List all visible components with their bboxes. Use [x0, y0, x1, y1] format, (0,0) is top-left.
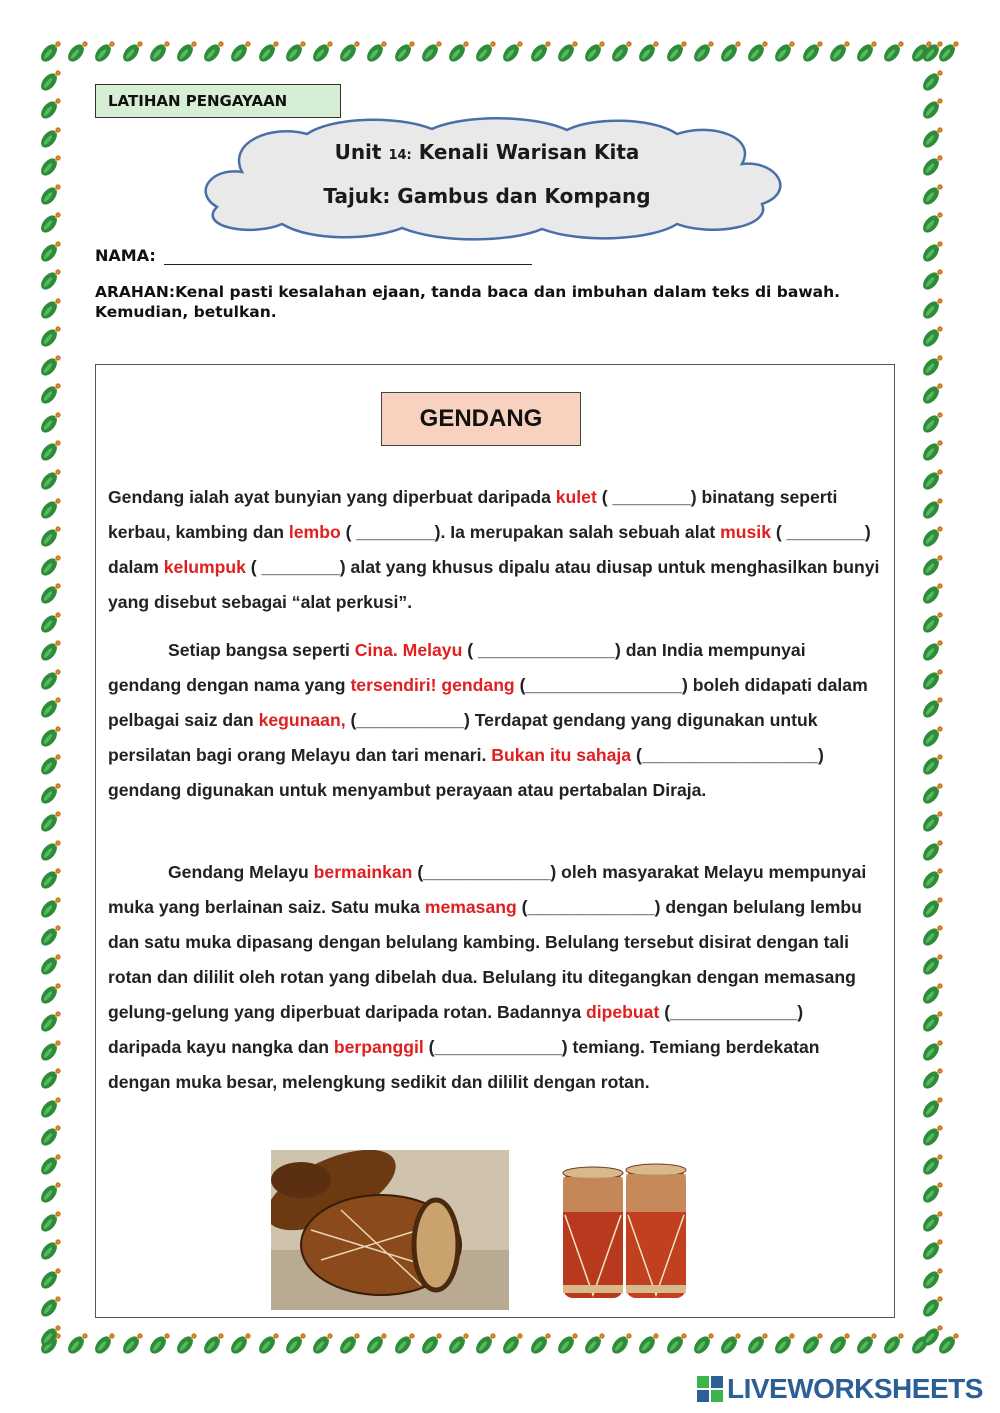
name-label: NAMA: [95, 246, 156, 265]
pod-ornament-icon [800, 1330, 826, 1356]
pod-ornament-icon [38, 580, 64, 606]
passage-text: ( ______________) dan India mempunyai gendang dengan nama yang [108, 640, 806, 695]
pod-ornament-icon [920, 323, 946, 349]
pod-ornament-icon [920, 352, 946, 378]
pod-ornament-icon [38, 352, 64, 378]
pod-ornament-icon [38, 751, 64, 777]
pod-ornament-icon [920, 409, 946, 435]
pod-ornament-icon [38, 1008, 64, 1034]
pod-ornament-icon [38, 780, 64, 806]
pod-ornament-icon [38, 1236, 64, 1262]
pod-ornament-icon [419, 38, 445, 64]
pod-ornament-icon [38, 552, 64, 578]
pod-ornament-icon [920, 1293, 946, 1319]
pod-ornament-icon [38, 1151, 64, 1177]
pod-ornament-icon [38, 437, 64, 463]
pod-ornament-icon [636, 38, 662, 64]
pod-ornament-icon [38, 1122, 64, 1148]
pod-ornament-icon [920, 523, 946, 549]
pod-ornament-icon [920, 124, 946, 150]
pod-ornament-icon [38, 1179, 64, 1205]
pod-ornament-icon [201, 38, 227, 64]
pod-ornament-icon [920, 751, 946, 777]
pod-ornament-icon [38, 951, 64, 977]
pod-ornament-icon [555, 1330, 581, 1356]
pod-ornament-icon [555, 38, 581, 64]
pod-ornament-icon [920, 780, 946, 806]
passage-text: (________________) boleh didapati dalam pelbagai saiz dan [108, 675, 868, 730]
error-word: Cina. Melayu [354, 640, 463, 660]
pod-ornament-icon [827, 38, 853, 64]
pod-ornament-icon [337, 38, 363, 64]
error-word: bermainkan [313, 862, 413, 882]
exercise-label: LATIHAN PENGAYAAN [95, 84, 341, 118]
pod-ornament-icon [364, 1330, 390, 1356]
pod-ornament-icon [920, 637, 946, 663]
pod-ornament-icon [38, 808, 64, 834]
passage-text: ( ________). Ia merupakan salah sebuah alat [340, 522, 721, 542]
pod-ornament-icon [120, 1330, 146, 1356]
pod-ornament-icon [772, 38, 798, 64]
pod-ornament-icon [38, 409, 64, 435]
pod-ornament-icon [38, 1208, 64, 1234]
pod-ornament-icon [854, 1330, 880, 1356]
gendang-photo [271, 1150, 509, 1310]
pod-ornament-icon [881, 38, 907, 64]
unit-prefix: Unit [334, 140, 382, 164]
pod-ornament-icon [745, 1330, 771, 1356]
pod-ornament-icon [528, 38, 554, 64]
pod-ornament-icon [582, 38, 608, 64]
pod-ornament-icon [38, 1265, 64, 1291]
pod-ornament-icon [920, 1065, 946, 1091]
pod-ornament-icon [920, 38, 946, 64]
pod-ornament-icon [664, 38, 690, 64]
pod-ornament-icon [920, 922, 946, 948]
paragraph-3 [108, 855, 880, 1100]
pod-ornament-icon [473, 1330, 499, 1356]
border-bottom [38, 1330, 962, 1370]
pod-ornament-icon [283, 1330, 309, 1356]
passage-text: Gendang Melayu [168, 862, 314, 882]
pod-ornament-icon [174, 1330, 200, 1356]
pod-ornament-icon [147, 1330, 173, 1356]
pod-ornament-icon [38, 67, 64, 93]
pod-ornament-icon [920, 181, 946, 207]
pod-ornament-icon [691, 1330, 717, 1356]
pod-ornament-icon [38, 38, 64, 64]
pod-ornament-icon [920, 380, 946, 406]
passage-panel [95, 364, 895, 1318]
unit-number: 14: [388, 148, 412, 163]
pod-ornament-icon [38, 181, 64, 207]
pod-ornament-icon [920, 808, 946, 834]
passage-text: ( ________) alat yang khusus dipalu atau diusap untuk menghasilkan bunyi yang disebut sebagai “alat perkusi”. [108, 557, 880, 612]
pod-ornament-icon [800, 38, 826, 64]
name-row [95, 246, 532, 265]
border-left [38, 38, 78, 1348]
pod-ornament-icon [38, 894, 64, 920]
pod-ornament-icon [827, 1330, 853, 1356]
pod-ornament-icon [772, 1330, 798, 1356]
pod-ornament-icon [38, 209, 64, 235]
pod-ornament-icon [920, 1151, 946, 1177]
pod-ornament-icon [38, 1065, 64, 1091]
pod-ornament-icon [691, 38, 717, 64]
pod-ornament-icon [256, 38, 282, 64]
pod-ornament-icon [920, 694, 946, 720]
pod-ornament-icon [920, 980, 946, 1006]
pod-ornament-icon [38, 694, 64, 720]
pod-ornament-icon [920, 865, 946, 891]
pod-ornament-icon [38, 380, 64, 406]
pod-ornament-icon [392, 38, 418, 64]
pod-ornament-icon [718, 38, 744, 64]
error-word: Bukan itu sahaja [491, 745, 632, 765]
pod-ornament-icon [920, 1236, 946, 1262]
error-word: kelumpuk [163, 557, 246, 577]
error-word: dipebuat [586, 1002, 660, 1022]
pod-ornament-icon [337, 1330, 363, 1356]
pod-ornament-icon [528, 1330, 554, 1356]
pod-ornament-icon [609, 1330, 635, 1356]
border-top [38, 38, 962, 78]
pod-ornament-icon [92, 1330, 118, 1356]
pod-ornament-icon [392, 1330, 418, 1356]
pod-ornament-icon [920, 67, 946, 93]
pod-ornament-icon [920, 466, 946, 492]
pod-ornament-icon [38, 295, 64, 321]
pod-ornament-icon [920, 1122, 946, 1148]
passage-text: Gendang ialah ayat bunyian yang diperbuat daripada [108, 487, 556, 507]
passage-text: (_____________) oleh masyarakat Melayu mempunyai muka yang berlainan saiz. Satu muka [108, 862, 867, 917]
pod-ornament-icon [446, 1330, 472, 1356]
error-word: kulet [555, 487, 597, 507]
pod-ornament-icon [473, 38, 499, 64]
unit-title: Kenali Warisan Kita [418, 140, 640, 164]
pod-ornament-icon [38, 980, 64, 1006]
pod-ornament-icon [38, 637, 64, 663]
pod-ornament-icon [920, 1208, 946, 1234]
pod-ornament-icon [718, 1330, 744, 1356]
error-word: lembo [288, 522, 341, 542]
pod-ornament-icon [664, 1330, 690, 1356]
error-word: musik [720, 522, 771, 542]
pod-ornament-icon [500, 1330, 526, 1356]
pod-ornament-icon [38, 466, 64, 492]
pod-ornament-icon [920, 495, 946, 521]
pod-ornament-icon [920, 1008, 946, 1034]
pod-ornament-icon [920, 437, 946, 463]
passage-text: (_____________) dengan belulang lembu dan satu muka dipasang dengan belulang kambing. Belulang tersebut disirat dengan tali rotan dan dililit oleh rotan yang dibelah dua. Belulang itu ditegangkan dengan memasang gelung-gelung yang diperbuat daripada rotan. Badannya [108, 897, 862, 1022]
pod-ornament-icon [920, 837, 946, 863]
passage-title: GENDANG [381, 392, 581, 446]
pod-ornament-icon [920, 723, 946, 749]
pod-ornament-icon [881, 1330, 907, 1356]
error-word: kegunaan, [258, 710, 346, 730]
pod-ornament-icon [745, 38, 771, 64]
pod-ornament-icon [147, 38, 173, 64]
pod-ornament-icon [228, 1330, 254, 1356]
pod-ornament-icon [920, 1179, 946, 1205]
pod-ornament-icon [38, 723, 64, 749]
pod-ornament-icon [920, 609, 946, 635]
passage-text: (___________) Terdapat gendang yang digunakan untuk persilatan bagi orang Melayu dan tari menari. [108, 710, 818, 765]
pod-ornament-icon [38, 666, 64, 692]
pod-ornament-icon [636, 1330, 662, 1356]
error-word: berpanggil [333, 1037, 424, 1057]
pod-ornament-icon [920, 951, 946, 977]
pod-ornament-icon [920, 1265, 946, 1291]
pod-ornament-icon [920, 580, 946, 606]
unit-line [172, 132, 802, 176]
liveworksheets-wordmark: LIVEWORKSHEETS [727, 1373, 983, 1404]
pod-ornament-icon [582, 1330, 608, 1356]
passage-text: (__________________) gendang digunakan untuk menyambut perayaan atau pertabalan Diraja. [108, 745, 824, 800]
pod-ornament-icon [38, 922, 64, 948]
pod-ornament-icon [92, 38, 118, 64]
pod-ornament-icon [419, 1330, 445, 1356]
pod-ornament-icon [38, 266, 64, 292]
passage-text: ( ________) binatang seperti kerbau, kambing dan [108, 487, 838, 542]
pod-ornament-icon [38, 865, 64, 891]
pod-ornament-icon [38, 238, 64, 264]
passage-text: (_____________) daripada kayu nangka dan [108, 1002, 804, 1057]
pod-ornament-icon [310, 38, 336, 64]
pod-ornament-icon [38, 124, 64, 150]
liveworksheets-logo-icon [697, 1376, 723, 1402]
pod-ornament-icon [283, 38, 309, 64]
pod-ornament-icon [920, 209, 946, 235]
pod-ornament-icon [38, 837, 64, 863]
liveworksheets-brand [697, 1372, 983, 1406]
pod-ornament-icon [920, 152, 946, 178]
pod-ornament-icon [500, 38, 526, 64]
paragraph-1 [108, 480, 880, 620]
error-word: tersendiri! gendang [350, 675, 515, 695]
pod-ornament-icon [38, 1037, 64, 1063]
instructions: ARAHAN:Kenal pasti kesalahan ejaan, tanda baca dan imbuhan dalam teks di bawah. Kemudian, betulkan. [95, 283, 841, 321]
pod-ornament-icon [920, 1322, 946, 1348]
pod-ornament-icon [38, 95, 64, 121]
pod-ornament-icon [609, 38, 635, 64]
pod-ornament-icon [38, 1094, 64, 1120]
cloud-title [172, 132, 802, 216]
pod-ornament-icon [38, 323, 64, 349]
pod-ornament-icon [38, 495, 64, 521]
pod-ornament-icon [920, 666, 946, 692]
error-word: memasang [424, 897, 517, 917]
pod-ornament-icon [364, 38, 390, 64]
name-input-line[interactable] [164, 250, 532, 265]
passage-text: (_____________) temiang. Temiang berdekatan dengan muka besar, melengkung sedikit dan dililit dengan rotan. [108, 1037, 820, 1092]
pod-ornament-icon [256, 1330, 282, 1356]
pod-ornament-icon [228, 38, 254, 64]
pod-ornament-icon [920, 1037, 946, 1063]
pod-ornament-icon [446, 38, 472, 64]
pod-ornament-icon [38, 152, 64, 178]
pod-ornament-icon [201, 1330, 227, 1356]
passage-text: ( ________) dalam [108, 522, 871, 577]
pod-ornament-icon [120, 38, 146, 64]
pod-ornament-icon [38, 609, 64, 635]
pod-ornament-icon [920, 95, 946, 121]
border-right [920, 38, 960, 1348]
pod-ornament-icon [174, 38, 200, 64]
passage-text: Setiap bangsa seperti [168, 640, 355, 660]
pod-ornament-icon [38, 523, 64, 549]
pod-ornament-icon [920, 238, 946, 264]
pod-ornament-icon [920, 894, 946, 920]
kompang-drums-photo [551, 1155, 696, 1305]
pod-ornament-icon [854, 38, 880, 64]
pod-ornament-icon [920, 552, 946, 578]
pod-ornament-icon [920, 1094, 946, 1120]
paragraph-2 [108, 633, 880, 808]
pod-ornament-icon [310, 1330, 336, 1356]
tajuk-line: Tajuk: Gambus dan Kompang [323, 184, 651, 208]
pod-ornament-icon [38, 1293, 64, 1319]
pod-ornament-icon [38, 1322, 64, 1348]
